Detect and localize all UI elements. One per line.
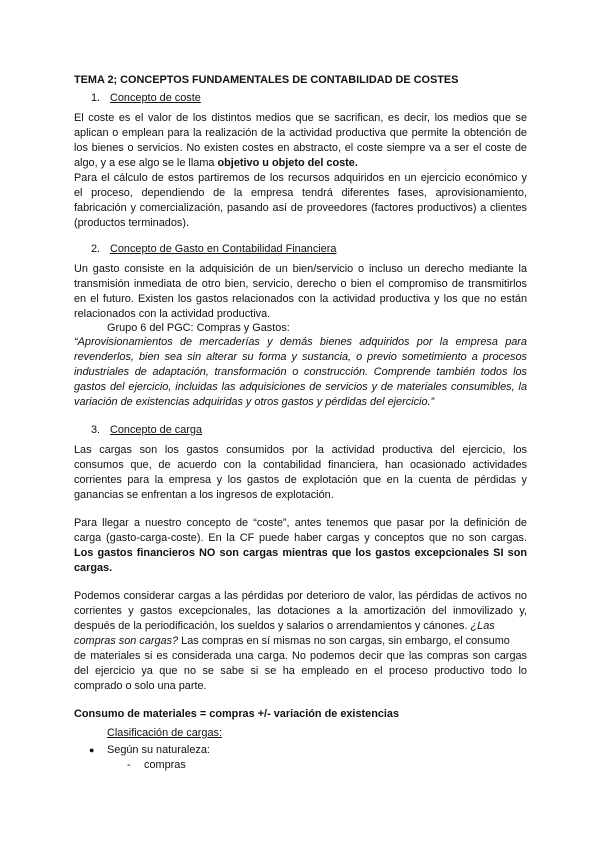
paragraph-line: Para el cálculo de estos partiremos de los recursos adquiridos en un ejercicio económico y xyxy=(74,172,527,184)
consumo-formula: Consumo de materiales = compras +/- variación de existencias xyxy=(74,708,400,720)
paragraph-line: comprado o solo una parte. xyxy=(74,680,207,692)
paragraph-line: transmisión inmediata de otro bien, servicio, derecho o bien el compromiso de transmitirlos xyxy=(74,278,527,290)
paragraph-line: los bienes o servicios. No existen costes en abstracto, el coste siempre va a ser el coste de xyxy=(74,142,527,154)
bullet-icon: ● xyxy=(89,745,95,755)
paragraph-line: de materiales si es considerada una carga. No podemos decir que las compras son cargas xyxy=(74,650,527,662)
clasificacion-heading: Clasificación de cargas: xyxy=(107,727,223,739)
paragraph-line: ganancias se enfrentan a los ingresos de explotación. xyxy=(74,489,334,501)
paragraph-line: relacionados con la actividad productiva. xyxy=(74,308,271,320)
question-italic: compras son cargas? xyxy=(74,635,179,647)
paragraph-line: compras son cargas? Las compras en sí mismas no son cargas, sin embargo, el consumo xyxy=(74,635,510,647)
paragraph-line: el proceso, dependiendo de la empresa tendrá diferentes fases, aprovisionamiento, xyxy=(74,187,527,199)
bold-statement-line: Los gastos financieros NO son cargas mientras que los gastos excepcionales SI son xyxy=(74,547,527,559)
paragraph-line: El coste es el valor de los distintos medios que se sacrifican, es decir, los medios que se xyxy=(74,112,527,124)
paragraph-line: algo, y a ese algo se le llama objetivo u objeto del coste. xyxy=(74,157,358,169)
paragraph-line: después de la periodificación, los sueldos y salarios o arrendamientos y cánones. ¿Las xyxy=(74,620,495,632)
pgc-quote-line: gastos del ejercicio, incluidas las adquisiciones de servicios y de materiales consumibles, la xyxy=(74,381,527,393)
paragraph-line: carga (gasto-carga-coste). En la CF puede haber cargas y conceptos que no son cargas. xyxy=(74,532,527,544)
paragraph-line: (productos terminados). xyxy=(74,217,190,229)
paragraph-line: Las cargas son los gastos consumidos por la actividad productiva del ejercicio, los xyxy=(74,444,527,456)
section-1-heading: Concepto de coste xyxy=(110,92,201,104)
question-italic: ¿Las xyxy=(470,620,495,632)
dash-icon: - xyxy=(127,759,131,771)
pgc-quote-line: industriales de adaptación, transformación o construcción. Comprende también todos los xyxy=(74,366,527,378)
section-2-number: 2. xyxy=(91,243,101,255)
paragraph-line: Un gasto consiste en la adquisición de un bien/servicio o incluso un derecho mediante la xyxy=(74,263,527,275)
section-1-number: 1. xyxy=(91,92,101,104)
bullet-item: Según su naturaleza: xyxy=(107,744,210,756)
section-2-heading: Concepto de Gasto en Contabilidad Financiera xyxy=(110,243,337,255)
paragraph-line: aplican o emplean para la realización de la actividad productiva que permite la obtención de xyxy=(74,127,527,139)
paragraph-line: consumos que, de acuerdo con la contabilidad financiera, han ocasionado actividades xyxy=(74,459,527,471)
paragraph-line: corrientes para la empresa y los gastos de explotación que en la cuenta de pérdidas y xyxy=(74,474,527,486)
paragraph-line: fabricación y comercialización, pasando así de proveedores (factores productivos) a clientes xyxy=(74,202,527,214)
sub-list-item: compras xyxy=(144,759,186,771)
paragraph-line: Podemos considerar cargas a las pérdidas por deterioro de valor, las pérdidas de activos no xyxy=(74,590,527,602)
document-title: TEMA 2; CONCEPTOS FUNDAMENTALES DE CONTABILIDAD DE COSTES xyxy=(74,74,459,86)
objeto-coste-term: objetivo u objeto del coste. xyxy=(217,157,358,169)
section-3-heading: Concepto de carga xyxy=(110,424,203,436)
paragraph-line: en el futuro. Existen los gastos relacionados con la actividad productiva y los que no están xyxy=(74,293,527,305)
bold-statement-line: cargas. xyxy=(74,562,113,574)
paragraph-line: del ejercicio ya que no se sabe si se ha empleado en el proceso productivo todo lo xyxy=(74,665,527,677)
pgc-quote-line: “Aprovisionamientos de mercaderías y demás bienes adquiridos por la empresa para xyxy=(74,336,527,348)
paragraph-line: Para llegar a nuestro concepto de “coste”, antes tenemos que pasar por la definición de xyxy=(74,517,527,529)
pgc-quote-line: revenderlos, bien sea sin alterar su forma y sustancia, o previo sometimiento a procesos xyxy=(74,351,527,363)
section-3-number: 3. xyxy=(91,424,101,436)
pgc-group-label: Grupo 6 del PGC: Compras y Gastos: xyxy=(107,322,290,334)
pgc-quote-line: variación de existencias adquiridas y otros gastos y pérdidas del ejercicio.” xyxy=(74,396,435,408)
paragraph-line: corrientes y gastos excepcionales, las dotaciones a la amortización del inmovilizado y, xyxy=(74,605,527,617)
